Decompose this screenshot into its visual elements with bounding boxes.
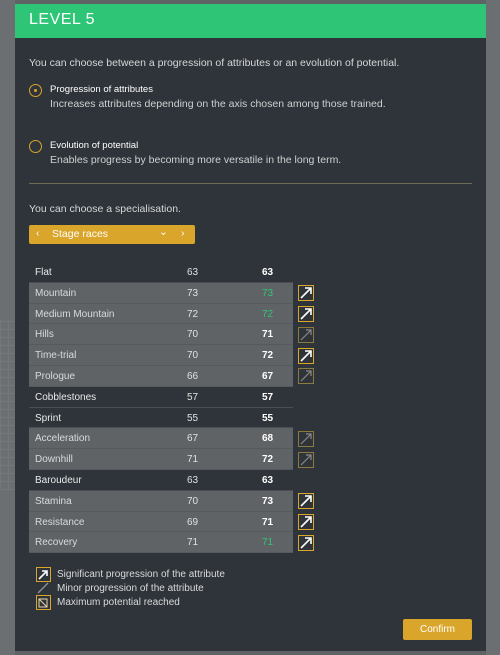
attribute-row [29, 262, 293, 283]
radio-evolution[interactable] [29, 140, 42, 153]
attributes-table [29, 262, 293, 553]
attribute-current: 55 [187, 412, 199, 424]
attribute-potential: 71 [262, 329, 274, 341]
attribute-current: 70 [187, 495, 199, 507]
legend-text: Significant progression of the attribute [57, 569, 225, 580]
attribute-current: 63 [187, 474, 199, 486]
intro-text: You can choose between a progression of attributes or an evolution of potential. [29, 57, 400, 69]
attribute-row [29, 366, 293, 387]
attribute-potential: 73 [262, 495, 274, 507]
chevron-right-icon[interactable]: › [181, 227, 185, 239]
attribute-current: 69 [187, 516, 199, 528]
attribute-name: Mountain [35, 287, 77, 299]
attribute-name: Downhill [35, 454, 73, 466]
option-description: Enables progress by becoming more versatile in the long term. [50, 154, 342, 166]
level-up-dialog [15, 4, 486, 651]
option-description: Increases attributes depending on the axis chosen among those trained. [50, 98, 386, 110]
attribute-name: Time-trial [35, 350, 77, 362]
option-title: Progression of attributes [50, 84, 153, 95]
dialog-header [15, 4, 486, 38]
significant-progression-icon[interactable] [298, 535, 314, 551]
significant-progression-icon[interactable] [298, 348, 314, 364]
attribute-current: 66 [187, 370, 199, 382]
option-title: Evolution of potential [50, 140, 139, 151]
significant-progression-icon[interactable] [298, 285, 314, 301]
attribute-name: Recovery [35, 537, 78, 549]
specialisation-label: You can choose a specialisation. [29, 203, 181, 215]
attribute-row [29, 283, 293, 304]
significant-progression-icon[interactable] [298, 493, 314, 509]
attribute-current: 71 [187, 537, 199, 549]
attribute-row [29, 470, 293, 491]
attribute-row [29, 449, 293, 470]
attribute-row [29, 532, 293, 553]
attribute-row [29, 387, 293, 408]
attribute-current: 70 [187, 329, 199, 341]
attribute-potential: 68 [262, 433, 274, 445]
attribute-name: Resistance [35, 516, 85, 528]
significant-progression-icon[interactable] [298, 514, 314, 530]
specialisation-value: Stage races [52, 228, 109, 240]
divider [29, 183, 472, 184]
attribute-row [29, 512, 293, 533]
significant-progression-icon [36, 567, 51, 582]
background-right [486, 0, 500, 655]
attribute-potential: 57 [262, 391, 274, 403]
attribute-potential: 63 [262, 267, 274, 278]
attribute-name: Flat [35, 267, 52, 278]
minor-progression-icon [36, 581, 51, 596]
attribute-potential: 72 [262, 350, 274, 362]
attribute-current: 73 [187, 287, 199, 299]
attribute-current: 70 [187, 350, 199, 362]
attribute-potential: 72 [262, 454, 274, 466]
attribute-name: Medium Mountain [35, 308, 115, 320]
attribute-name: Prologue [35, 370, 76, 382]
attribute-potential: 71 [262, 537, 274, 549]
attribute-name: Sprint [35, 412, 62, 424]
legend-text: Maximum potential reached [57, 597, 180, 608]
confirm-button[interactable]: Confirm [403, 619, 472, 640]
attribute-row [29, 491, 293, 512]
attribute-name: Acceleration [35, 433, 91, 445]
max-potential-icon [36, 595, 51, 610]
attribute-current: 72 [187, 308, 199, 320]
attribute-current: 67 [187, 433, 199, 445]
attribute-current: 57 [187, 391, 199, 403]
significant-progression-icon[interactable] [298, 306, 314, 322]
attribute-potential: 71 [262, 516, 274, 528]
attribute-current: 63 [187, 267, 199, 278]
attribute-row [29, 408, 293, 429]
dialog-title: LEVEL 5 [29, 11, 96, 28]
attribute-row [29, 324, 293, 345]
attribute-potential: 73 [262, 287, 274, 299]
minor-progression-icon[interactable] [298, 452, 314, 468]
attribute-row [29, 428, 293, 449]
attribute-current: 71 [187, 454, 199, 466]
chevron-left-icon[interactable]: ‹ [36, 227, 40, 239]
attribute-name: Baroudeur [35, 474, 82, 486]
legend-text: Minor progression of the attribute [57, 583, 204, 594]
attribute-row [29, 304, 293, 325]
attribute-potential: 67 [262, 370, 274, 382]
attribute-name: Stamina [35, 495, 72, 507]
radio-progression-selected[interactable] [29, 84, 42, 97]
chevron-down-icon[interactable]: ⌄ [159, 226, 168, 238]
attribute-potential: 72 [262, 308, 274, 320]
minor-progression-icon[interactable] [298, 431, 314, 447]
attribute-potential: 63 [262, 474, 274, 486]
attribute-row [29, 345, 293, 366]
specialisation-selector[interactable] [29, 225, 195, 244]
attribute-name: Hills [35, 329, 54, 341]
minor-progression-icon[interactable] [298, 327, 314, 343]
minor-progression-icon[interactable] [298, 368, 314, 384]
background-grid [0, 320, 15, 490]
attribute-potential: 55 [262, 412, 274, 424]
attribute-name: Cobblestones [35, 391, 97, 403]
